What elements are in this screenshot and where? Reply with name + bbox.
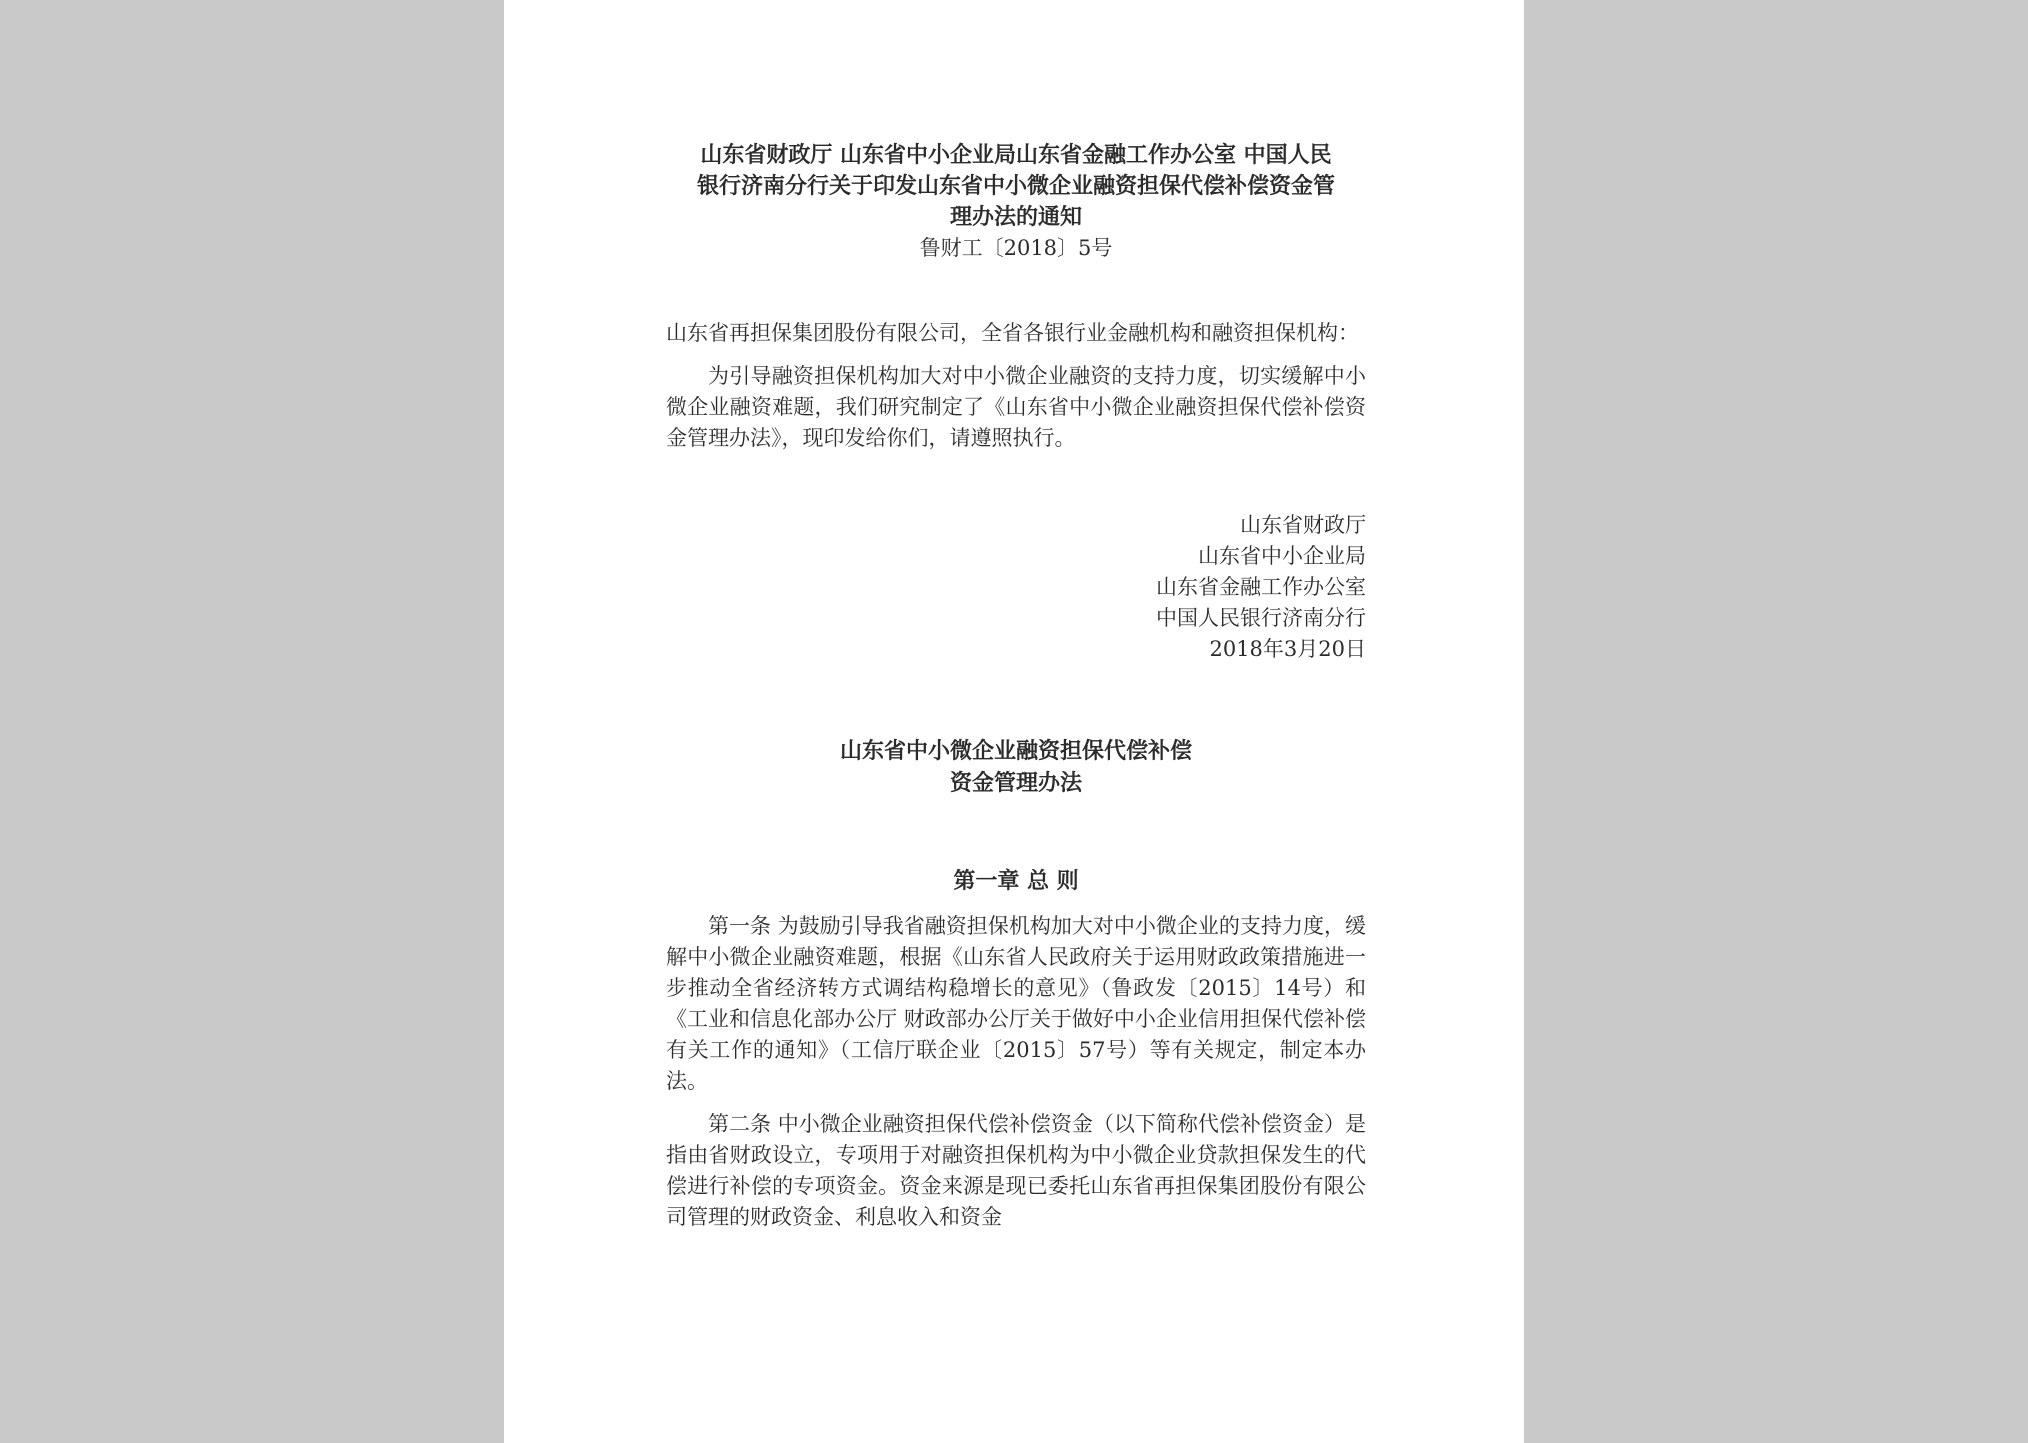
issue-date: 2018年3月20日: [1209, 637, 1366, 661]
signatory: 山东省财政厅: [1240, 513, 1366, 537]
signatory: 中国人民银行济南分行: [1156, 606, 1366, 630]
chapter-heading: 第一章 总 则: [953, 868, 1079, 894]
measures-title-line: 山东省中小微企业融资担保代偿补偿: [839, 738, 1192, 764]
document-page: [504, 0, 1524, 1443]
signatory: 山东省金融工作办公室: [1156, 575, 1366, 599]
document-number: 鲁财工〔2018〕5号: [919, 236, 1113, 260]
notice-title: [666, 140, 1366, 233]
notice-title-line: 山东省财政厅 山东省中小企业局山东省金融工作办公室 中国人民: [700, 142, 1332, 168]
addressee: 山东省再担保集团股份有限公司，全省各银行业金融机构和融资担保机构：: [666, 321, 1359, 345]
notice-title-line: 银行济南分行关于印发山东省中小微企业融资担保代偿补偿资金管: [696, 173, 1335, 199]
notice-title-line: 理办法的通知: [949, 204, 1082, 230]
document-content: [666, 140, 1366, 1245]
notice-body: 为引导融资担保机构加大对中小微企业融资的支持力度，切实缓解中小微企业融资难题，我们研究制定了《山东省中小微企业融资担保代偿补偿资金管理办法》，现印发给你们，请遵照执行。: [666, 364, 1366, 450]
signatory: 山东省中小企业局: [1198, 544, 1366, 568]
measures-title-line: 资金管理办法: [949, 770, 1082, 796]
signature-block: [1121, 510, 1366, 665]
article-1: 第一条 为鼓励引导我省融资担保机构加大对中小微企业的支持力度，缓解中小微企业融资难题，根据《山东省人民政府关于运用财政政策措施进一步推动全省经济转方式调结构稳增长的意见》（鲁政发〔2015〕14号）和《工业和信息化部办公厅 财政部办公厅关于做好中小企业信用担保代偿补偿有关工作的通知》（工信厅联企业〔2015〕57号）等有关规定，制定本办法。: [666, 914, 1366, 1093]
article-2: 第二条 中小微企业融资担保代偿补偿资金（以下简称代偿补偿资金）是指由省财政设立，专项用于对融资担保机构为中小微企业贷款担保发生的代偿进行补偿的专项资金。资金来源是现已委托山东省再担保集团股份有限公司管理的财政资金、利息收入和资金: [666, 1112, 1366, 1229]
measures-title: [666, 735, 1366, 799]
